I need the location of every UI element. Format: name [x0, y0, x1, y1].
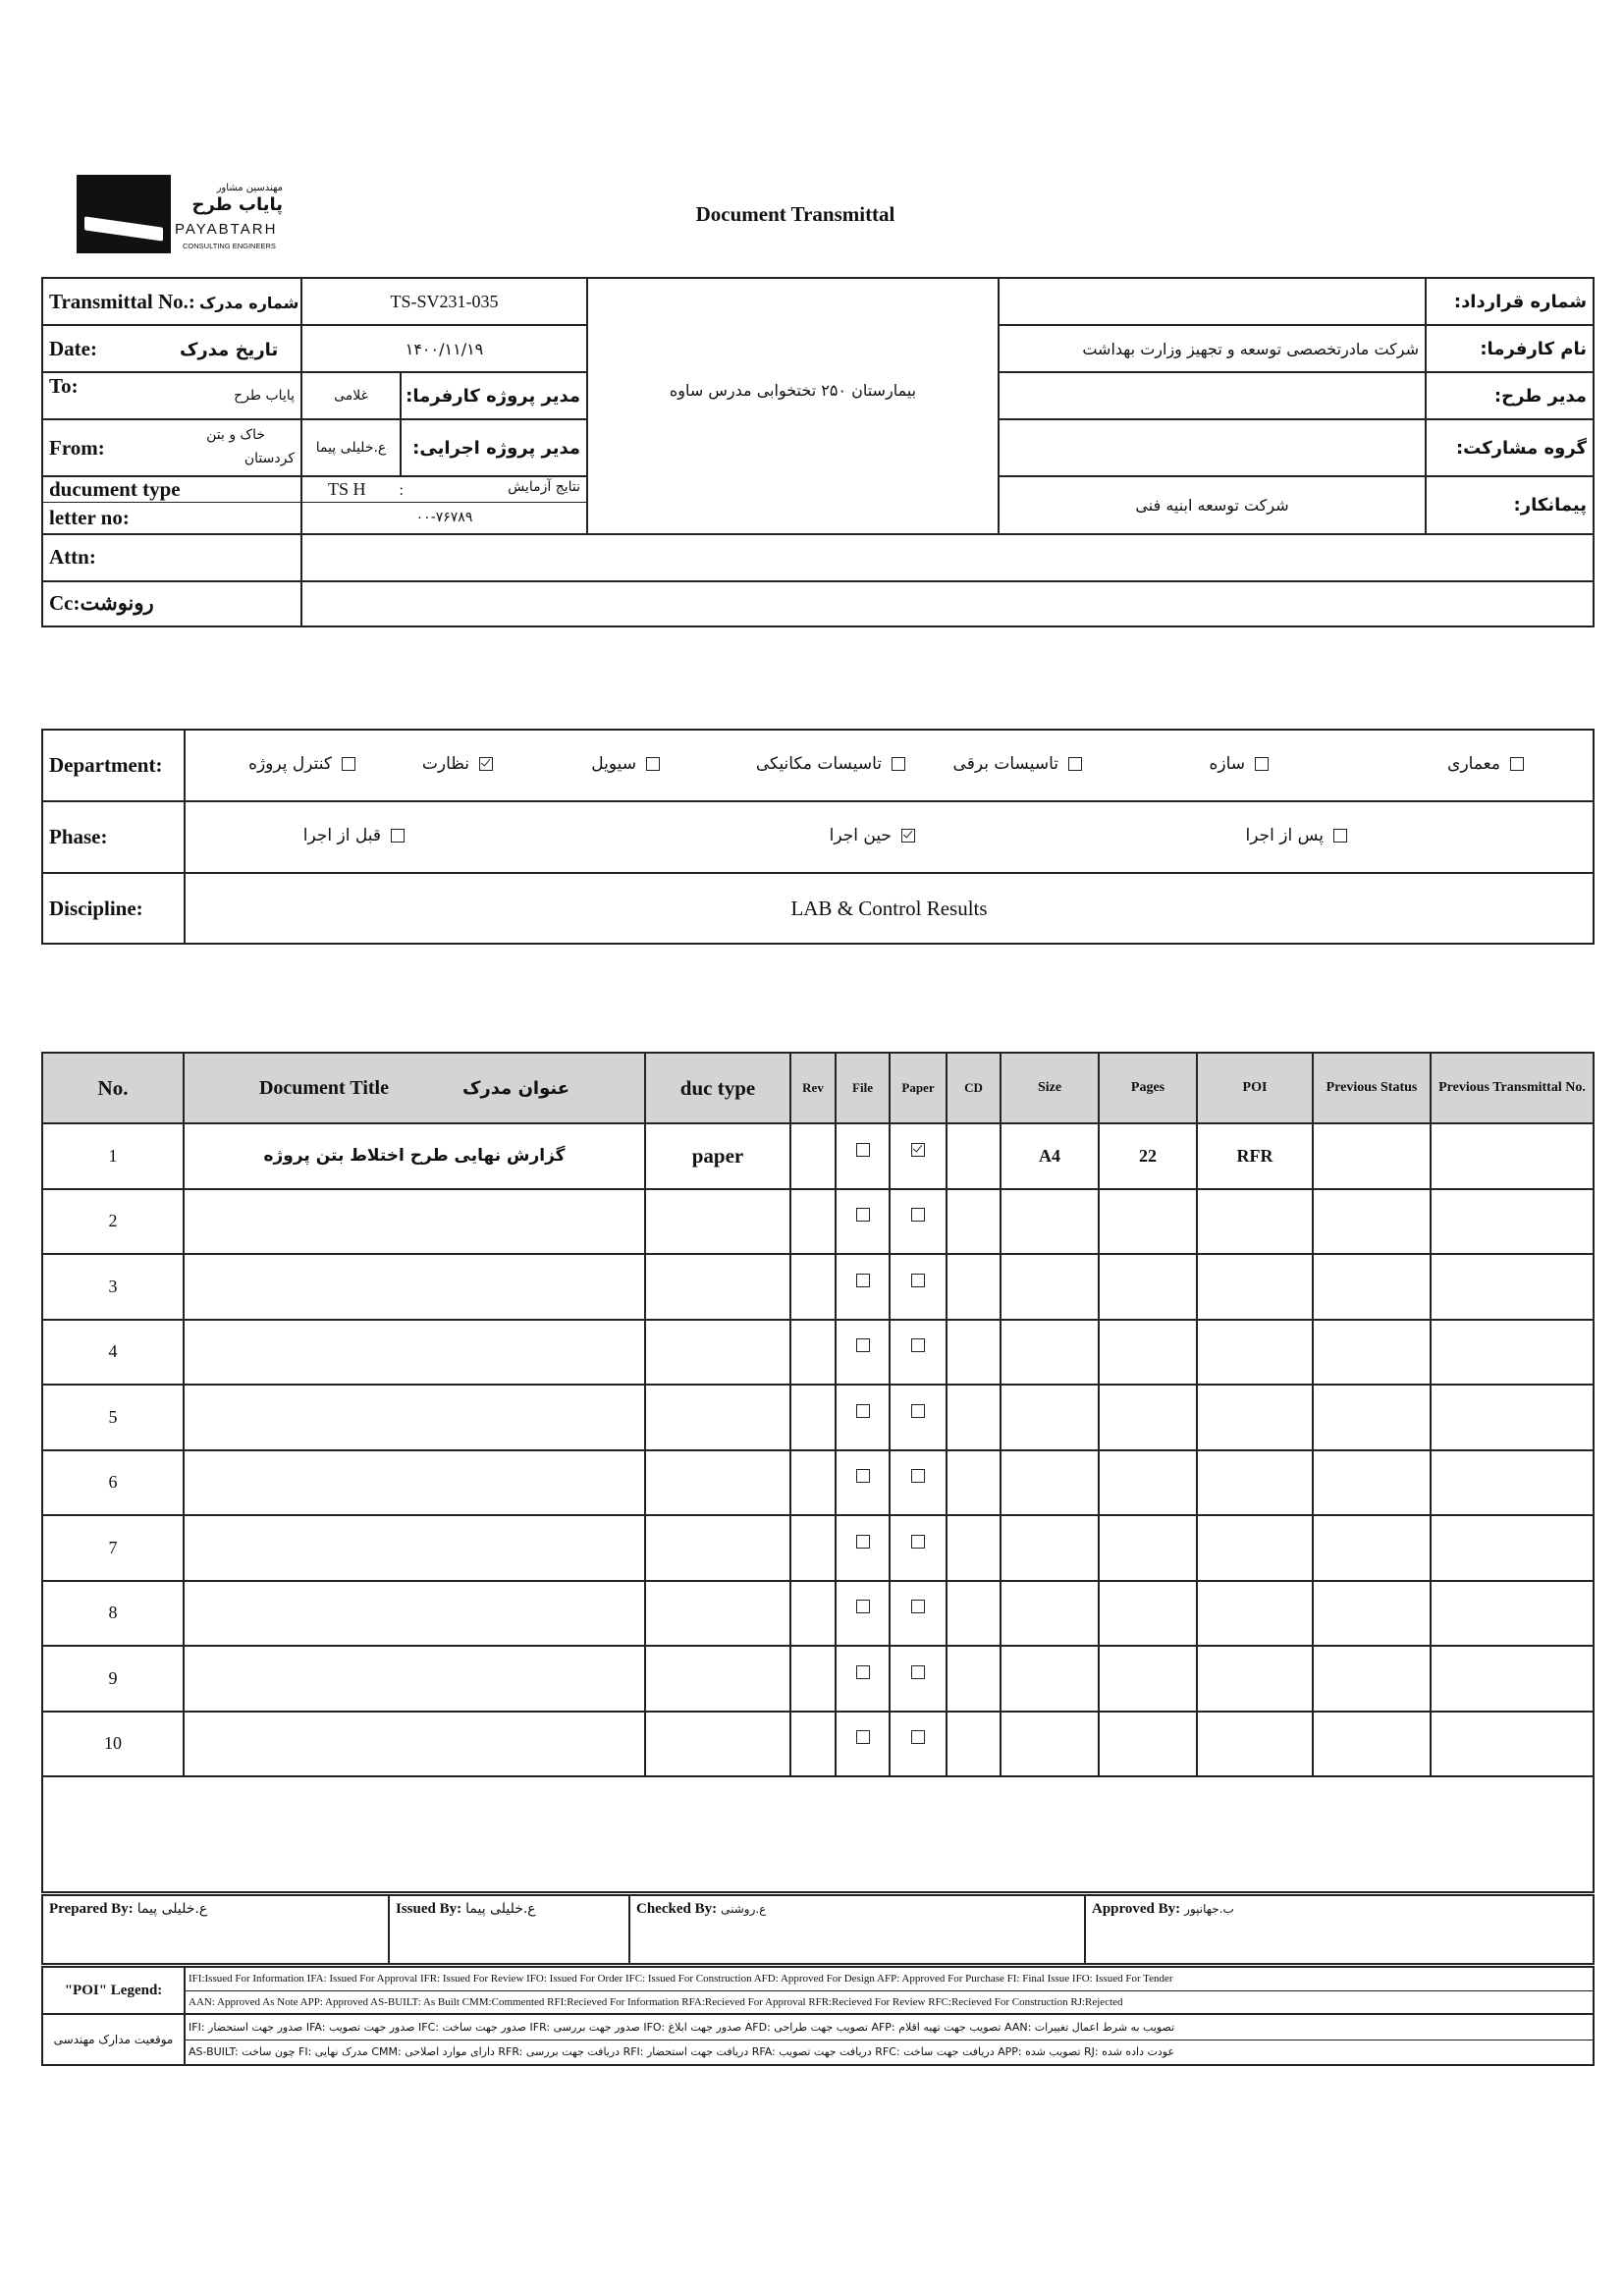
legend-line1: IFI:Issued For Information IFA: Issued For Approval IFR: Issued For Review IFO: Issued For Order IFC: Issued For Construction AFD: Approved For Design AFP: Approved For Purchase FI: Final Issue IFO: Issued For Tender	[185, 1967, 1594, 1990]
row-type	[645, 1254, 790, 1320]
checked-cell	[629, 1895, 1085, 1964]
phase-option-label: پس از اجرا	[1245, 826, 1324, 845]
row-pages	[1099, 1450, 1197, 1516]
row-cd	[947, 1646, 1001, 1712]
row-rev	[790, 1646, 836, 1712]
row-size	[1001, 1581, 1099, 1647]
row-file[interactable]	[836, 1189, 890, 1255]
file-checkbox-icon[interactable]	[856, 1469, 870, 1483]
phase-option-label: حین اجرا	[829, 826, 892, 845]
row-pages	[1099, 1581, 1197, 1647]
from-value-line2: کردستان	[244, 451, 295, 466]
approved-label: Approved By:	[1092, 1901, 1181, 1917]
row-rev	[790, 1515, 836, 1581]
row-no: 3	[42, 1254, 184, 1320]
row-pages	[1099, 1320, 1197, 1386]
logo-text-en: PAYABTARH	[175, 221, 278, 238]
logo-mark	[77, 175, 171, 253]
row-title	[184, 1254, 645, 1320]
department-option[interactable]	[756, 754, 905, 774]
from-label: From:	[49, 436, 105, 460]
phase-option[interactable]	[830, 826, 915, 845]
row-poi	[1197, 1385, 1313, 1450]
legend-label: "POI" Legend:	[42, 1967, 185, 2014]
row-prev-transmittal	[1431, 1385, 1594, 1450]
pm-employer-value: غلامی	[301, 372, 401, 419]
letter-value: ۰۰-۷۶۷۸۹	[301, 503, 587, 534]
file-checkbox-icon[interactable]	[856, 1404, 870, 1418]
row-paper[interactable]	[890, 1123, 947, 1189]
checkbox-icon[interactable]	[1068, 757, 1082, 771]
date-label-en: Date:	[49, 336, 97, 360]
company-logo	[77, 175, 302, 253]
file-checkbox-icon[interactable]	[856, 1274, 870, 1287]
file-checkbox-icon[interactable]	[856, 1338, 870, 1352]
page-title: Document Transmittal	[695, 202, 895, 226]
row-file[interactable]	[836, 1254, 890, 1320]
row-pages	[1099, 1515, 1197, 1581]
row-paper[interactable]	[890, 1515, 947, 1581]
table-row	[42, 1450, 1594, 1516]
signatures-table	[41, 1894, 1595, 1965]
legend-fa-line2: AS-BUILT: چون ساخت FI: مدرک نهایی CMM: دارای موارد اصلاحی RFR: دریافت جهت بررسی RFI: دریافت جهت استحضار RFA: دریافت جهت تصویب RFC: دریافت جهت ساخت APP: تصویب شده RJ: عودت داده شده	[185, 2040, 1594, 2065]
paper-checkbox-icon[interactable]	[911, 1208, 925, 1222]
phase-option-label: قبل از اجرا	[302, 826, 381, 845]
row-paper[interactable]	[890, 1450, 947, 1516]
row-prev-transmittal	[1431, 1189, 1594, 1255]
paper-checkbox-icon[interactable]	[911, 1535, 925, 1549]
col-prev-status: Previous Status	[1313, 1053, 1431, 1123]
logo-text-fa-small: مهندسین مشاور	[216, 183, 283, 193]
doctype-separator: :	[399, 482, 404, 499]
prepared-label: Prepared By:	[49, 1901, 134, 1917]
department-option[interactable]	[422, 754, 493, 774]
discipline-value: LAB & Control Results	[185, 873, 1594, 944]
checkbox-icon[interactable]	[646, 757, 660, 771]
row-poi	[1197, 1515, 1313, 1581]
checked-label: Checked By:	[636, 1901, 718, 1917]
row-prev-transmittal	[1431, 1646, 1594, 1712]
col-file: File	[836, 1053, 890, 1123]
plan-manager-value	[999, 372, 1426, 419]
file-checkbox-icon[interactable]	[856, 1143, 870, 1157]
col-size: Size	[1001, 1053, 1099, 1123]
checkbox-icon[interactable]	[391, 829, 405, 843]
row-file[interactable]	[836, 1646, 890, 1712]
row-pages	[1099, 1189, 1197, 1255]
paper-checkbox-icon[interactable]	[911, 1600, 925, 1613]
paper-checkbox-icon[interactable]	[911, 1665, 925, 1679]
row-type	[645, 1320, 790, 1386]
checkbox-icon[interactable]	[1510, 757, 1524, 771]
row-type	[645, 1385, 790, 1450]
pm-exec-value: ع.خلیلی پیما	[301, 419, 401, 476]
legend-fa-label: موقعیت مدارک مهندسی	[42, 2014, 185, 2065]
row-file[interactable]	[836, 1385, 890, 1450]
col-title-fa: عنوان مدرک	[461, 1077, 570, 1099]
checkbox-icon[interactable]	[1333, 829, 1347, 843]
paper-checkbox-icon[interactable]	[911, 1469, 925, 1483]
to-cell	[42, 372, 301, 419]
approved-cell	[1085, 1895, 1594, 1964]
approved-value: ب.جهانپور	[1184, 1902, 1234, 1916]
attn-label: Attn:	[42, 534, 301, 581]
cc-value[interactable]	[301, 581, 1594, 626]
documents-table	[41, 1052, 1595, 1893]
col-prev-transmittal: Previous Transmittal No.	[1431, 1053, 1594, 1123]
file-checkbox-icon[interactable]	[856, 1208, 870, 1222]
employer-value: شرکت مادرتخصصی توسعه و تجهیز وزارت بهداشت	[999, 325, 1426, 372]
row-prev-transmittal	[1431, 1515, 1594, 1581]
row-paper[interactable]	[890, 1254, 947, 1320]
row-rev	[790, 1189, 836, 1255]
row-type	[645, 1646, 790, 1712]
plan-manager-label: مدیر طرح:	[1426, 372, 1594, 419]
row-poi: RFR	[1197, 1123, 1313, 1189]
row-prev-transmittal	[1431, 1123, 1594, 1189]
col-type: duc type	[645, 1053, 790, 1123]
discipline-label: Discipline:	[42, 873, 185, 944]
row-type	[645, 1712, 790, 1777]
row-paper[interactable]	[890, 1581, 947, 1647]
partnership-value	[999, 419, 1426, 476]
department-option-label: معماری	[1447, 754, 1500, 774]
row-title	[184, 1320, 645, 1386]
row-title	[184, 1646, 645, 1712]
row-prev-status	[1313, 1712, 1431, 1777]
legend-line2: AAN: Approved As Note APP: Approved AS-BUILT: As Built CMM:Commented RFI:Recieved For Information RFA:Recieved For Approval RFR:Recieved For Review RFC:Recieved For Construction RJ:Rejected	[185, 1990, 1594, 2014]
col-no: No.	[42, 1053, 184, 1123]
prepared-value: ع.خلیلی پیما	[136, 1901, 208, 1917]
legend-fa-line1: IFI: صدور جهت استحضار IFA: صدور جهت تصویب IFC: صدور جهت ساخت IFR: صدور جهت بررسی IFO: صدور جهت ابلاغ AFD: تصویب جهت طراحی AFP: تصویب جهت تهیه اقلام AAN: تصویب به شرط اعمال تغییرات	[185, 2014, 1594, 2040]
issued-cell	[389, 1895, 629, 1964]
row-prev-status	[1313, 1450, 1431, 1516]
table-row	[42, 1581, 1594, 1647]
logo-subtext: CONSULTING ENGINEERS	[183, 242, 276, 250]
file-checkbox-icon[interactable]	[856, 1535, 870, 1549]
transmittal-info-table	[41, 277, 1595, 627]
table-row	[42, 1646, 1594, 1712]
checkbox-icon[interactable]	[479, 757, 493, 771]
row-type	[645, 1189, 790, 1255]
row-size	[1001, 1189, 1099, 1255]
classification-table	[41, 729, 1595, 945]
row-size	[1001, 1515, 1099, 1581]
row-cd	[947, 1123, 1001, 1189]
doctype-code: TS H	[328, 479, 366, 499]
col-title	[184, 1053, 645, 1123]
table-row	[42, 1189, 1594, 1255]
row-pages: 22	[1099, 1123, 1197, 1189]
doctype-value: نتایج آزمایش	[508, 479, 581, 495]
row-prev-status	[1313, 1385, 1431, 1450]
prepared-cell	[42, 1895, 389, 1964]
row-cd	[947, 1320, 1001, 1386]
row-pages	[1099, 1254, 1197, 1320]
row-prev-transmittal	[1431, 1450, 1594, 1516]
row-title	[184, 1581, 645, 1647]
department-option-label: سازه	[1209, 754, 1245, 774]
row-cd	[947, 1254, 1001, 1320]
file-checkbox-icon[interactable]	[856, 1600, 870, 1613]
phase-option[interactable]	[1246, 826, 1347, 845]
to-label: To:	[49, 374, 79, 398]
row-cd	[947, 1189, 1001, 1255]
row-paper[interactable]	[890, 1712, 947, 1777]
col-poi: POI	[1197, 1053, 1313, 1123]
checkbox-icon[interactable]	[1255, 757, 1269, 771]
row-prev-status	[1313, 1189, 1431, 1255]
department-option-label: سیویل	[591, 754, 636, 774]
attn-value[interactable]	[301, 534, 1594, 581]
row-rev	[790, 1712, 836, 1777]
row-title	[184, 1515, 645, 1581]
contractor-value: شرکت توسعه ابنیه فنی	[999, 476, 1426, 534]
col-paper: Paper	[890, 1053, 947, 1123]
doctype-label: ducument type	[42, 476, 301, 503]
department-option[interactable]	[1447, 754, 1524, 774]
row-paper[interactable]	[890, 1320, 947, 1386]
phase-options	[185, 801, 1594, 873]
row-rev	[790, 1581, 836, 1647]
paper-checkbox-icon[interactable]	[911, 1730, 925, 1744]
row-type	[645, 1581, 790, 1647]
row-size	[1001, 1450, 1099, 1516]
date-label-cell	[42, 325, 301, 372]
date-value: ۱۴۰۰/۱۱/۱۹	[301, 325, 587, 372]
row-rev	[790, 1123, 836, 1189]
row-file[interactable]	[836, 1515, 890, 1581]
row-prev-transmittal	[1431, 1320, 1594, 1386]
department-option-label: نظارت	[421, 754, 469, 774]
table-row	[42, 1254, 1594, 1320]
department-option-label: کنترل پروژه	[248, 754, 332, 774]
row-poi	[1197, 1581, 1313, 1647]
col-cd: CD	[947, 1053, 1001, 1123]
row-pages	[1099, 1712, 1197, 1777]
row-size: A4	[1001, 1123, 1099, 1189]
row-title: گزارش نهایی طرح اختلاط بتن پروژه	[184, 1123, 645, 1189]
row-size	[1001, 1385, 1099, 1450]
from-cell	[42, 419, 301, 476]
row-type	[645, 1515, 790, 1581]
department-option[interactable]	[1209, 754, 1269, 774]
phase-label: Phase:	[42, 801, 185, 873]
col-pages: Pages	[1099, 1053, 1197, 1123]
file-checkbox-icon[interactable]	[856, 1730, 870, 1744]
row-type	[645, 1450, 790, 1516]
row-paper[interactable]	[890, 1646, 947, 1712]
table-row	[42, 1515, 1594, 1581]
row-no: 1	[42, 1123, 184, 1189]
row-rev	[790, 1254, 836, 1320]
issued-value: ع.خلیلی پیما	[465, 1901, 536, 1917]
row-size	[1001, 1320, 1099, 1386]
row-poi	[1197, 1189, 1313, 1255]
poi-legend-table	[41, 1966, 1595, 2066]
row-no: 6	[42, 1450, 184, 1516]
logo-text-fa: پایاب طرح	[191, 194, 283, 215]
department-options	[185, 730, 1594, 801]
row-size	[1001, 1254, 1099, 1320]
row-prev-status	[1313, 1254, 1431, 1320]
department-option[interactable]	[591, 754, 660, 774]
project-name-cell-bottom	[587, 503, 999, 534]
row-title	[184, 1385, 645, 1450]
row-title	[184, 1189, 645, 1255]
paper-checkbox-icon[interactable]	[911, 1274, 925, 1287]
file-checkbox-icon[interactable]	[856, 1665, 870, 1679]
transmittal-label-fa: شماره مدرک	[198, 293, 299, 312]
table-row	[42, 1123, 1594, 1189]
paper-checkbox-icon[interactable]	[911, 1404, 925, 1418]
row-no: 5	[42, 1385, 184, 1450]
contractor-label: پیمانکار:	[1426, 476, 1594, 534]
row-cd	[947, 1450, 1001, 1516]
row-type: paper	[645, 1123, 790, 1189]
row-cd	[947, 1515, 1001, 1581]
contract-value	[999, 278, 1426, 325]
employer-label: نام کارفرما:	[1426, 325, 1594, 372]
col-rev: Rev	[790, 1053, 836, 1123]
row-prev-status	[1313, 1581, 1431, 1647]
row-poi	[1197, 1254, 1313, 1320]
row-file[interactable]	[836, 1712, 890, 1777]
row-no: 2	[42, 1189, 184, 1255]
pm-exec-label: مدیر پروژه اجرایی:	[401, 419, 587, 476]
row-poi	[1197, 1320, 1313, 1386]
cc-label: Cc:رونوشت	[42, 581, 301, 626]
row-prev-status	[1313, 1320, 1431, 1386]
row-no: 10	[42, 1712, 184, 1777]
department-option[interactable]	[953, 754, 1082, 774]
row-poi	[1197, 1646, 1313, 1712]
row-file[interactable]	[836, 1123, 890, 1189]
department-option[interactable]	[248, 754, 355, 774]
row-paper[interactable]	[890, 1189, 947, 1255]
from-value-line1: خاک و بتن	[206, 427, 265, 443]
row-cd	[947, 1581, 1001, 1647]
row-prev-transmittal	[1431, 1581, 1594, 1647]
department-option-label: تاسیسات برقی	[952, 754, 1058, 774]
row-file[interactable]	[836, 1581, 890, 1647]
department-label: Department:	[42, 730, 185, 801]
table-row	[42, 1385, 1594, 1450]
documents-notes-area[interactable]	[42, 1776, 1594, 1892]
row-title	[184, 1450, 645, 1516]
checkbox-icon[interactable]	[892, 757, 905, 771]
contract-label: شماره قرارداد:	[1426, 278, 1594, 325]
paper-checkbox-icon[interactable]	[911, 1338, 925, 1352]
row-size	[1001, 1646, 1099, 1712]
row-no: 4	[42, 1320, 184, 1386]
row-rev	[790, 1320, 836, 1386]
row-cd	[947, 1385, 1001, 1450]
row-no: 7	[42, 1515, 184, 1581]
transmittal-value: TS-SV231-035	[301, 278, 587, 325]
row-no: 8	[42, 1581, 184, 1647]
row-rev	[790, 1385, 836, 1450]
table-row	[42, 1712, 1594, 1777]
row-prev-transmittal	[1431, 1712, 1594, 1777]
row-no: 9	[42, 1646, 184, 1712]
table-row	[42, 1320, 1594, 1386]
letter-label: letter no:	[42, 503, 301, 534]
col-title-en: Document Title	[258, 1076, 389, 1099]
row-title	[184, 1712, 645, 1777]
row-file[interactable]	[836, 1450, 890, 1516]
project-name: بیمارستان ۲۵۰ تختخوابی مدرس ساوه	[587, 278, 999, 503]
date-label-fa: تاریخ مدرک	[179, 339, 279, 360]
checkbox-icon[interactable]	[342, 757, 355, 771]
row-poi	[1197, 1712, 1313, 1777]
checked-value: ع.روشنی	[721, 1902, 767, 1916]
row-prev-status	[1313, 1123, 1431, 1189]
row-pages	[1099, 1646, 1197, 1712]
transmittal-label-en: Transmittal No.:	[49, 289, 195, 313]
row-paper[interactable]	[890, 1385, 947, 1450]
issued-label: Issued By:	[396, 1901, 462, 1917]
row-pages	[1099, 1385, 1197, 1450]
transmittal-label-cell	[42, 278, 301, 325]
row-prev-transmittal	[1431, 1254, 1594, 1320]
row-prev-status	[1313, 1646, 1431, 1712]
paper-checkbox-icon[interactable]	[911, 1143, 925, 1157]
row-size	[1001, 1712, 1099, 1777]
department-option-label: تاسیسات مکانیکی	[755, 754, 882, 774]
pm-employer-label: مدیر پروژه کارفرما:	[401, 372, 587, 419]
partnership-label: گروه مشارکت:	[1426, 419, 1594, 476]
row-cd	[947, 1712, 1001, 1777]
row-file[interactable]	[836, 1320, 890, 1386]
checkbox-icon[interactable]	[901, 829, 915, 843]
row-prev-status	[1313, 1515, 1431, 1581]
to-value: پایاب طرح	[234, 388, 295, 404]
phase-option[interactable]	[303, 826, 405, 845]
row-rev	[790, 1450, 836, 1516]
row-poi	[1197, 1450, 1313, 1516]
doctype-cell	[301, 476, 587, 503]
